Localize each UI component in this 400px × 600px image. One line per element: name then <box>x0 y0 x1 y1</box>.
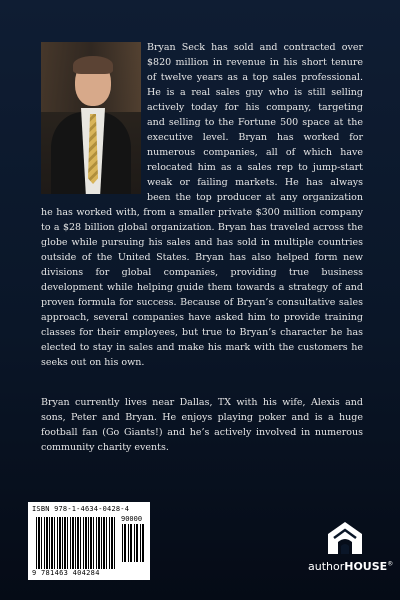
barcode-addon-bars <box>122 524 146 562</box>
publisher-name-part2: HOUSE <box>344 560 388 573</box>
author-bio-block <box>41 40 363 380</box>
barcode-bars <box>36 517 116 569</box>
house-logo-icon <box>326 520 364 556</box>
registered-mark: ® <box>387 560 394 568</box>
publisher-logo <box>308 520 394 580</box>
author-bio-paragraph: Bryan Seck has sold and contracted over $820 million in revenue in his short tenure of twelve years as a top sales professional. He is a real sales guy who is still selling actively today for his company, targeting and selling to the Fortune 500 space at the executive level. Bryan has worked for numerous companies, all of which have relocated him as a sales rep to jump-start weak or failing markets. He has always been the top producer at any organization he has worked with, from a smaller private $300 million company to a $28 billion global organization. Bryan has traveled across the globe while pursuing his sales and has sold in multiple countries outside of the United States. Bryan has also helped form new divisions for global companies, providing true business development while helping guide them towards a strategy of and proven formula for success. Because of Bryan’s consultative sales approach, several companies have asked him to provide training classes for their employees, but true to Bryan’s character he has elected to stay in sales and make his mark with the customers he seeks out on his own. <box>41 42 363 368</box>
publisher-name-part1: author <box>308 560 345 573</box>
isbn-barcode <box>28 502 150 580</box>
isbn-label: ISBN 978-1-4634-0428-4 <box>32 505 130 513</box>
publisher-wordmark <box>308 560 394 573</box>
author-personal-paragraph: Bryan currently lives near Dallas, TX with his wife, Alexis and sons, Peter and Bryan. He enjoys playing poker and is a huge football fan (Go Giants!) and he’s actively involved in numerous community charity events. <box>41 397 363 453</box>
ean-digits: 9 781463 404284 <box>32 569 100 577</box>
photo-spacer <box>41 40 147 205</box>
price-code: 90000 <box>121 515 143 523</box>
